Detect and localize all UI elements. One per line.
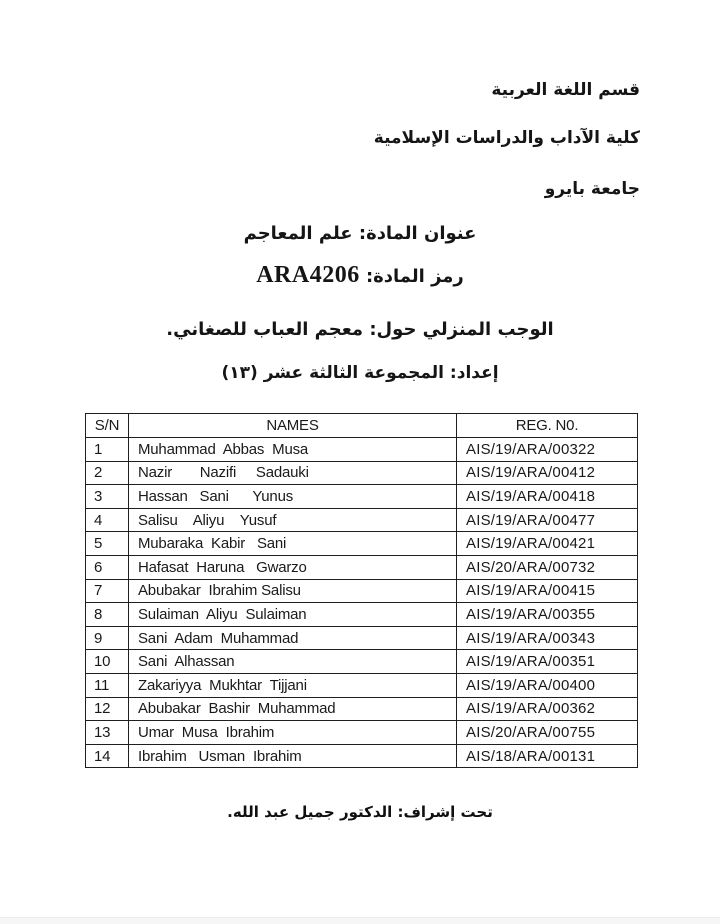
- cell-name: Sani Alhassan: [129, 650, 457, 674]
- cell-name: Nazir Nazifi Sadauki: [129, 461, 457, 485]
- cell-reg: AIS/20/ARA/00732: [457, 555, 638, 579]
- cell-sn: 9: [86, 626, 129, 650]
- cell-sn: 12: [86, 697, 129, 721]
- table-row: [86, 579, 638, 603]
- cell-name: Zakariyya Mukhtar Tijjani: [129, 673, 457, 697]
- cell-reg: AIS/19/ARA/00415: [457, 579, 638, 603]
- cell-sn: 2: [86, 461, 129, 485]
- table-header-row: [86, 414, 638, 438]
- cell-reg: AIS/18/ARA/00131: [457, 744, 638, 768]
- cell-name: Muhammad Abbas Musa: [129, 438, 457, 462]
- table-body: [86, 438, 638, 768]
- students-table: [85, 413, 638, 768]
- table-row: [86, 438, 638, 462]
- cell-reg: AIS/20/ARA/00755: [457, 721, 638, 745]
- table-row: [86, 508, 638, 532]
- cell-name: Salisu Aliyu Yusuf: [129, 508, 457, 532]
- cell-sn: 5: [86, 532, 129, 556]
- faculty-name-line: كلية الآداب والدراسات الإسلامية: [373, 128, 640, 148]
- cell-sn: 14: [86, 744, 129, 768]
- cell-reg: AIS/19/ARA/00412: [457, 461, 638, 485]
- assignment-topic-line: الوجب المنزلي حول: معجم العباب للصغاني.: [166, 319, 554, 340]
- cell-name: Ibrahim Usman Ibrahim: [129, 744, 457, 768]
- cell-sn: 13: [86, 721, 129, 745]
- table-row: [86, 650, 638, 674]
- table-row: [86, 673, 638, 697]
- cell-reg: AIS/19/ARA/00322: [457, 438, 638, 462]
- viewer-bottom-strip: [0, 917, 720, 924]
- cell-sn: 6: [86, 555, 129, 579]
- cell-name: Mubaraka Kabir Sani: [129, 532, 457, 556]
- cell-reg: AIS/19/ARA/00477: [457, 508, 638, 532]
- table-row: [86, 626, 638, 650]
- supervision-footer-line: تحت إشراف: الدكتور جميل عبد الله.: [227, 803, 493, 821]
- cell-sn: 7: [86, 579, 129, 603]
- table-row: [86, 555, 638, 579]
- cell-name: Sulaiman Aliyu Sulaiman: [129, 603, 457, 627]
- cell-sn: 1: [86, 438, 129, 462]
- cell-name: Hafasat Haruna Gwarzo: [129, 555, 457, 579]
- cell-reg: AIS/19/ARA/00351: [457, 650, 638, 674]
- department-name-line: قسم اللغة العربية: [491, 80, 640, 100]
- course-code-line: [0, 262, 720, 289]
- cell-reg: AIS/19/ARA/00362: [457, 697, 638, 721]
- table-row: [86, 532, 638, 556]
- table-row: [86, 697, 638, 721]
- cell-sn: 8: [86, 603, 129, 627]
- university-name-line: جامعة بايرو: [544, 179, 640, 199]
- table-row: [86, 744, 638, 768]
- cell-name: Umar Musa Ibrahim: [129, 721, 457, 745]
- cell-sn: 10: [86, 650, 129, 674]
- table-row: [86, 485, 638, 509]
- cell-name: Hassan Sani Yunus: [129, 485, 457, 509]
- course-title-line: عنوان المادة: علم المعاجم: [243, 223, 477, 244]
- prepared-by-line: إعداد: المجموعة الثالثة عشر (١٣): [221, 363, 499, 383]
- table-row: [86, 721, 638, 745]
- students-table-container: [85, 413, 637, 768]
- table-row: [86, 461, 638, 485]
- cell-sn: 11: [86, 673, 129, 697]
- column-header-sn: S/N: [86, 414, 129, 438]
- column-header-names: NAMES: [129, 414, 457, 438]
- cell-reg: AIS/19/ARA/00343: [457, 626, 638, 650]
- column-header-reg-no: REG. N0.: [457, 414, 638, 438]
- course-code-value: ARA4206: [256, 262, 360, 288]
- course-code-label: رمز المادة:: [365, 266, 464, 287]
- table-row: [86, 603, 638, 627]
- cell-sn: 3: [86, 485, 129, 509]
- cell-name: Sani Adam Muhammad: [129, 626, 457, 650]
- cell-sn: 4: [86, 508, 129, 532]
- cell-name: Abubakar Ibrahim Salisu: [129, 579, 457, 603]
- cell-reg: AIS/19/ARA/00418: [457, 485, 638, 509]
- cell-reg: AIS/19/ARA/00400: [457, 673, 638, 697]
- cell-reg: AIS/19/ARA/00355: [457, 603, 638, 627]
- cell-reg: AIS/19/ARA/00421: [457, 532, 638, 556]
- cell-name: Abubakar Bashir Muhammad: [129, 697, 457, 721]
